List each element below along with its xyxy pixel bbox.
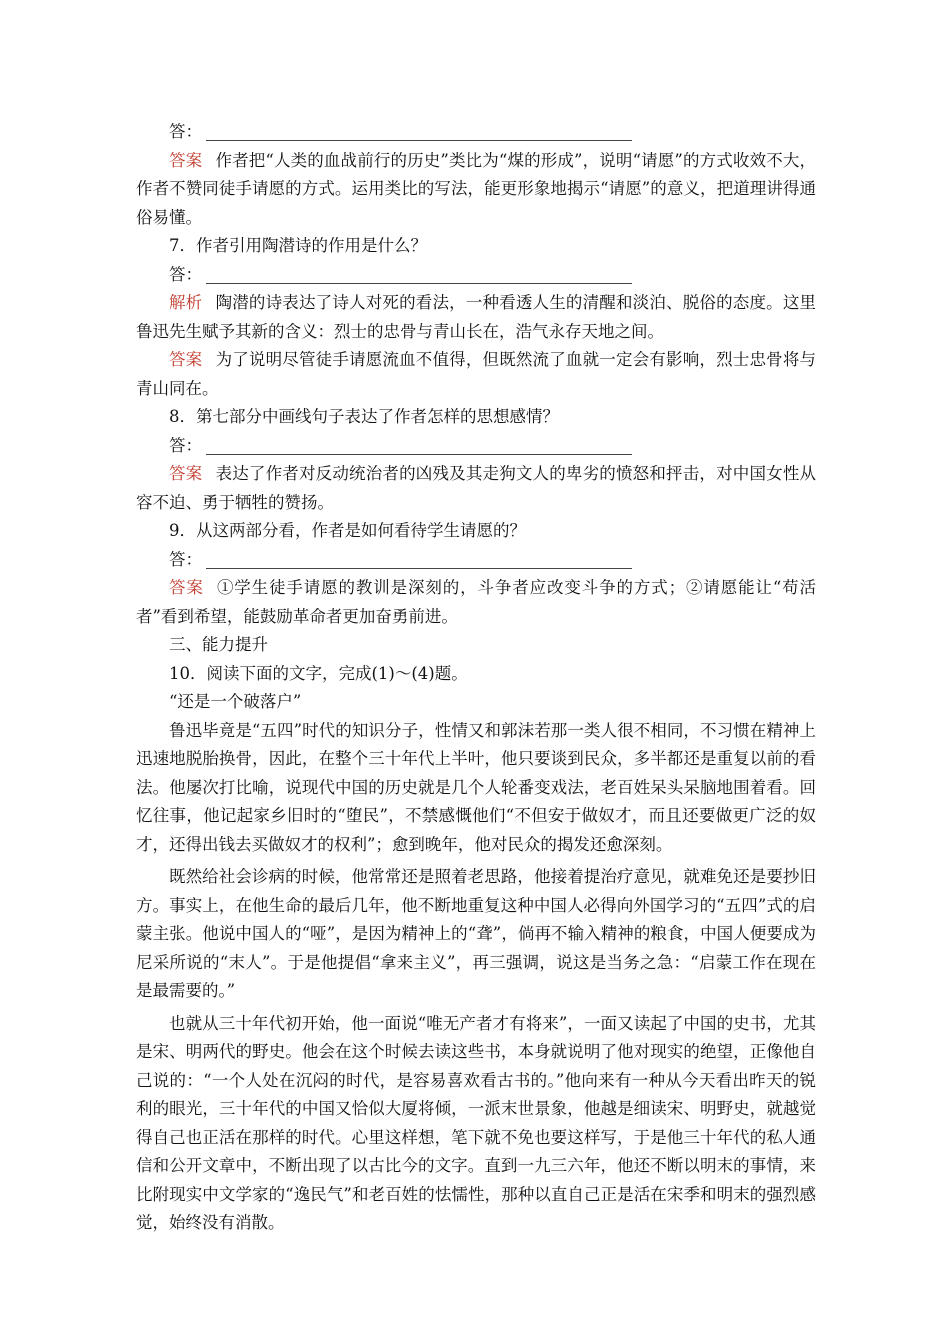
- question-7: 7．作者引用陶潜诗的作用是什么？: [169, 236, 427, 255]
- answer-prefix: 答：: [169, 122, 202, 141]
- answer-text: 表达了作者对反动统治者的凶残及其走狗文人的卑劣的愤怒和抨击，对中国女性从容不迫、勇于牺牲的赞扬。: [136, 464, 817, 512]
- answer-label: 答案: [169, 464, 203, 483]
- passage-paragraph: 也就从三十年代初开始，他一面说“唯无产者才有将来”，一面又读起了中国的史书，尤其是宋、明两代的野史。他会在这个时候去读这些书，本身就说明了他对现实的绝望，正像他自己说的：“一个人处在沉闷的时代，是容易喜欢看古书的。”他向来有一种从今天看出昨天的锐利的眼光，三十年代的中国又恰似大厦将倾，一派末世景象，他越是细读宋、明野史，就越觉得自己也正活在那样的时代。心里这样想，笔下就不免也要这样写，于是他三十年代的私人通信和公开文章中，不断出现了以古比今的文字。直到一九三六年，他还不断以明末的事情，来比附现实中文学家的“逸民气”和老百姓的怯懦性，那种以直自己正是活在宋季和明末的强烈感觉，始终没有消散。: [136, 1013, 816, 1232]
- answer-line-9: [136, 546, 816, 575]
- blank-line: [206, 139, 632, 141]
- blank-line: [206, 282, 632, 284]
- blank-line: [206, 453, 632, 455]
- answer-6: [136, 147, 816, 233]
- answer-text: 作者把“人类的血战前行的历史”类比为“煤的形成”，说明“请愿”的方式收效不大，作者不赞同徒手请愿的方式。运用类比的写法，能更形象地揭示“请愿”的意义，把道理讲得通俗易懂。: [136, 150, 816, 227]
- blank-line: [206, 567, 632, 569]
- answer-prefix: 答：: [169, 264, 202, 284]
- question-8: 8．第七部分中画线句子表达了作者怎样的思想感情？: [169, 407, 559, 426]
- answer-text: ①学生徒手请愿的教训是深刻的，斗争者应改变斗争的方式；②请愿能让“苟活者”看到希望，能鼓励革命者更加奋勇前进。: [136, 578, 817, 626]
- answer-7: [136, 346, 816, 403]
- analysis-text: 陶潜的诗表达了诗人对死的看法，一种看透人生的清醒和淡泊、脱俗的态度。这里鲁迅先生赋予其新的含义：烈士的忠骨与青山长在，浩气永存天地之间。: [136, 293, 817, 341]
- question-10: 10．阅读下面的文字，完成(1)～(4)题。: [169, 663, 468, 683]
- answer-prefix: 答：: [169, 549, 202, 569]
- passage-paragraph: 既然给社会诊病的时候，他常常还是照着老思路，他接着提治疗意见，就难免还是要抄旧方。事实上，在他生命的最后几年，他不断地重复这种中国人必得向外国学习的“五四”式的启蒙主张。他说中国人的“哑”，是因为精神上的“聋”，倘再不输入精神的粮食，中国人便要成为尼采所说的“末人”。于是他提倡“拿来主义”，再三强调，说这是当务之急：“启蒙工作在现在是最需要的。”: [136, 867, 816, 1000]
- question-9: 9．从这两部分看，作者是如何看待学生请愿的？: [169, 521, 526, 540]
- answer-label: 答案: [169, 350, 203, 369]
- answer-label: 答案: [169, 578, 204, 597]
- answer-9: [136, 574, 816, 631]
- answer-8: [136, 460, 816, 517]
- answer-prefix: 答：: [169, 435, 202, 455]
- answer-label: 答案: [169, 150, 203, 170]
- answer-line-7: [136, 261, 816, 290]
- answer-line-8: [136, 432, 816, 461]
- passage-paragraph: 鲁迅毕竟是“五四”时代的知识分子，性情又和郭沫若那一类人很不相同，不习惯在精神上迅速地脱胎换骨，因此，在整个三十年代上半叶，他只要谈到民众，多半都还是重复以前的看法。他屡次打比喻，说现代中国的历史就是几个人轮番变戏法，老百姓呆头呆脑地围着看。回忆往事，他记起家乡旧时的“堕民”，不禁感慨他们“不但安于做奴才，而且还要做更广泛的奴才，还得出钱去买做奴才的权利”；愈到晚年，他对民众的揭发还愈深刻。: [136, 720, 816, 854]
- passage-title: “还是一个破落户”: [169, 692, 302, 711]
- section-heading: 三、能力提升: [169, 635, 268, 654]
- analysis-7: [136, 289, 816, 346]
- answer-line-6: [136, 118, 816, 147]
- analysis-label: 解析: [169, 293, 203, 312]
- document-body: [136, 118, 816, 1238]
- answer-text: 为了说明尽管徒手请愿流血不值得，但既然流了血就一定会有影响，烈士忠骨将与青山同在。: [136, 350, 817, 398]
